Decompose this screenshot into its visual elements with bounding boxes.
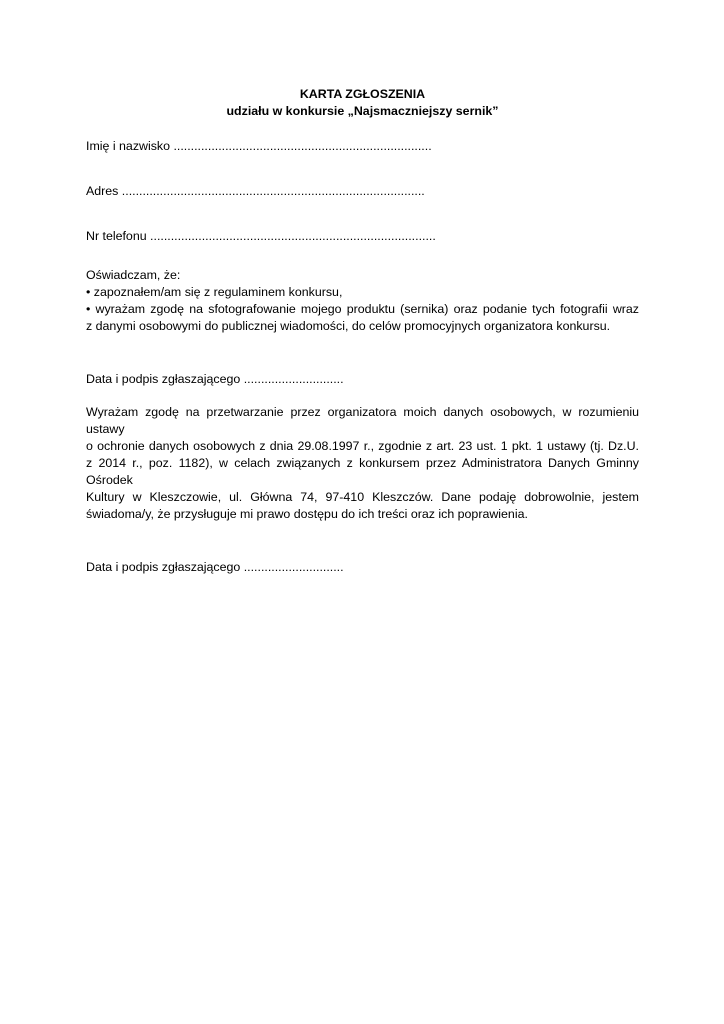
consent-line-5: świadoma/y, że przysługuje mi prawo dostępu do ich treści oraz ich poprawienia. xyxy=(86,507,528,521)
consent-line-4: Kultury w Kleszczowie, ul. Główna 74, 97-410 Kleszczów. Dane podaję dobrowolnie, jestem xyxy=(86,490,639,504)
declaration-bullet-regulations: • zapoznałem/am się z regulaminem konkursu, xyxy=(86,285,343,299)
name-field[interactable]: Imię i nazwisko ........................................................................... xyxy=(86,139,432,153)
spacer xyxy=(86,245,639,267)
address-field[interactable]: Adres ........................................................................................ xyxy=(86,184,425,198)
phone-field[interactable]: Nr telefonu ................................................................................... xyxy=(86,229,436,243)
declaration-bullet-photo-consent-line-1: • wyrażam zgodę na sfotografowanie mojego produktu (sernika) oraz podanie tych fotografii wraz xyxy=(86,302,639,316)
spacer xyxy=(86,523,639,559)
declaration-intro: Oświadczam, że: xyxy=(86,268,181,282)
consent-line-2: o ochronie danych osobowych z dnia 29.08.1997 r., zgodnie z art. 23 ust. 1 pkt. 1 ustawy (tj. Dz.U. xyxy=(86,439,639,453)
signature-line-1[interactable]: Data i podpis zgłaszającego ............................. xyxy=(86,372,344,386)
signature-line-2[interactable]: Data i podpis zgłaszającego ............................. xyxy=(86,560,344,574)
declaration-bullet-photo-consent-line-2: z danymi osobowymi do publicznej wiadomości, do celów promocyjnych organizatora konkursu. xyxy=(86,319,611,333)
consent-line-1: Wyrażam zgodę na przetwarzanie przez organizatora moich danych osobowych, w rozumieniu ustawy xyxy=(86,405,639,436)
spacer xyxy=(86,335,639,371)
document-title: KARTA ZGŁOSZENIA xyxy=(299,87,426,101)
document-content xyxy=(86,86,639,576)
consent-line-3: z 2014 r., poz. 1182), w celach związanych z konkursem przez Administratora Danych Gminny Ośrodek xyxy=(86,456,639,487)
spacer xyxy=(86,388,639,404)
document-subtitle: udziału w konkursie „Najsmaczniejszy sernik” xyxy=(226,104,499,118)
